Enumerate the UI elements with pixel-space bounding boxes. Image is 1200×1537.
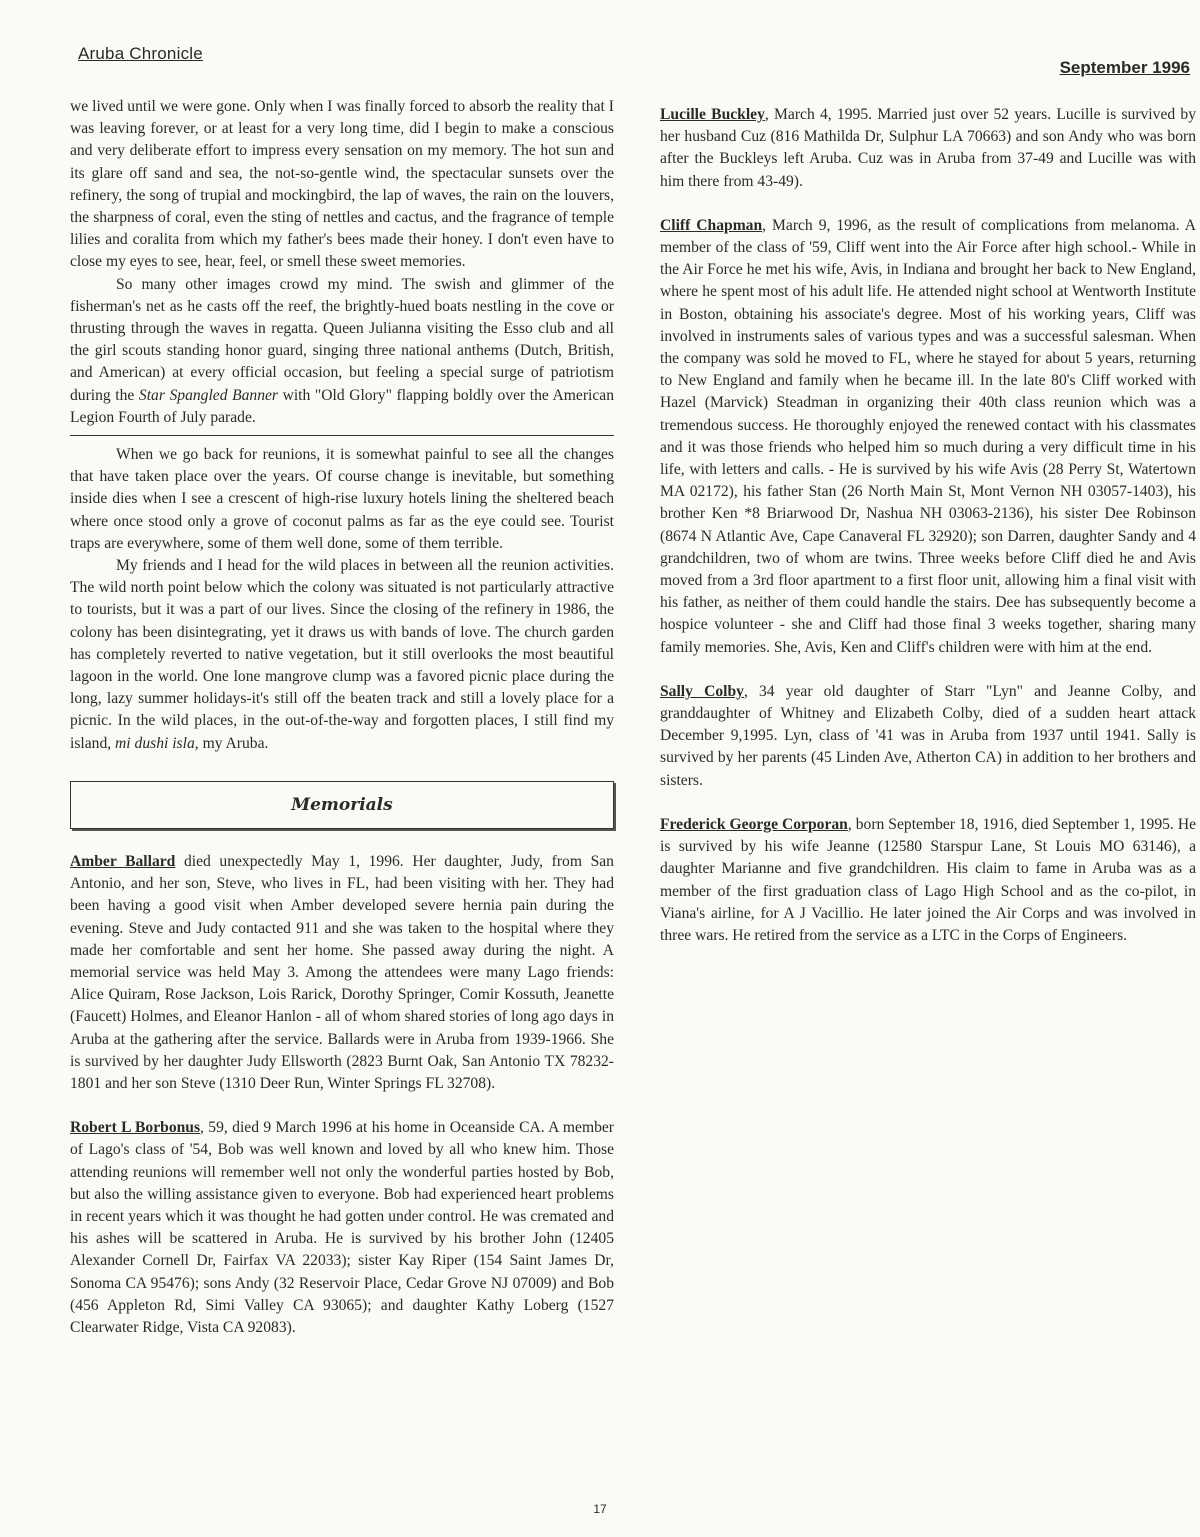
memorial-entry: Lucille Buckley, March 4, 1995. Married just over 52 years. Lucille is survived by her husband Cuz (816 Mathilda Dr, Sulphur LA 70663) and son Andy who was born after the Buckleys left Aruba. Cuz was in Aruba from 37-49 and Lucille was with him there from 43-49).	[660, 106, 1197, 190]
memorials-heading-box	[70, 781, 614, 829]
memorial-entry: Frederick George Corporan, born September 18, 1916, died September 1, 1995. He is survived by his wife Jeanne (12580 Starspur Lane, St Louis MO 63146), a daughter Marianne and five grandchildren. His claim to fame in Aruba was as a member of the first graduation class of Lago High School and as the co-pilot, in Viana's airline, for A J Vacillio. He later joined the Air Corps and was involved in three wars. He retired from the service as a LTC in the Corps of Engineers.	[660, 815, 1197, 944]
issue-date: September 1996	[1059, 58, 1190, 77]
article-paragraph: My friends and I head for the wild places in between all the reunion activities. The wild north point below which the colony was situated is not particularly attractive to tourists, but it was a part of our lives. Since the closing of the refinery in 1986, the colony has been disintegrating, yet it draws us with bands of love. The church garden has completely reverted to native vegetation, but it still overlooks the most beautiful lagoon in the world. One lone mangrove clump was a favored picnic place during the long, lazy summer holidays-it's still off the beaten track and still a lovely place for a picnic. In the wild places, in the out-of-the-way and forgotten places, I still find my island, mi dushi isla, my Aruba.	[70, 557, 614, 752]
memorial-entry: Amber Ballard died unexpectedly May 1, 1996. Her daughter, Judy, from San Antonio, and her son, Steve, who lives in FL, had been visiting with her. They had been having a good visit when Amber developed severe hernia pain during the evening. Steve and Judy contacted 911 and she was taken to the hospital where they made her comfortable and sent her home. She passed away during the night. A memorial service was held May 3. Among the attendees were many Lago friends: Alice Quiram, Rose Jackson, Lois Rarick, Dorothy Springer, Comir Kossuth, Jeanette (Faucett) Holmes, and Eleanor Hanlon - all of whom shared stories of long ago days in Aruba at the gathering after the service. Ballards were in Aruba from 1939-1966. She is survived by her daughter Judy Ellsworth (2823 Burnt Oak, San Antonio TX 78232-1801 and her son Steve (1310 Deer Run, Winter Springs FL 32708).	[70, 852, 614, 1092]
right-column	[660, 104, 1196, 969]
left-column	[70, 96, 614, 1361]
memorial-name: Lucille Buckley	[660, 106, 765, 123]
memorial-entry: Robert L Borbonus, 59, died 9 March 1996 at his home in Oceanside CA. A member of Lago's class of '54, Bob was well known and loved by all who knew him. Those attending reunions will remember well not only the wonderful parties hosted by Bob, but also the willing assistance given to everyone. Bob had experienced heart problems in recent years which it was thought he had gotten under control. He was cremated and his ashes will be scattered in Aruba. He is survived by his brother John (12405 Alexander Cornell Dr, Fairfax VA 22033); sister Kay Riper (154 Saint James Dr, Sonoma CA 95476); sons Andy (32 Reservoir Place, Cedar Grove NJ 07009) and Bob (456 Appleton Rd, Simi Valley CA 93065); and daughter Kathy Loberg (1527 Clearwater Ridge, Vista CA 92083).	[70, 1119, 614, 1336]
article-paragraph: So many other images crowd my mind. The swish and glimmer of the fisherman's net as he casts off the reef, the brightly-hued boats nestling in the cove or thrusting through the waves in regatta. Queen Julianna visiting the Esso club and all the girl scouts standing honor guard, singing three national anthems (Dutch, British, and American) at every official occasion, but feeling a special surge of patriotism during the Star Spangled Banner with "Old Glory" flapping boldly over the American Legion Fourth of July parade.	[70, 275, 615, 426]
memorial-name: Robert L Borbonus	[70, 1119, 201, 1137]
section-divider	[70, 435, 614, 436]
memorial-name: Amber Ballard	[70, 852, 176, 870]
memorial-name: Frederick George Corporan	[660, 815, 848, 833]
memorial-entry: Cliff Chapman, March 9, 1996, as the result of complications from melanoma. A member of the class of '59, Cliff went into the Air Force after high school.- While in the Air Force he met his wife, Avis, in Indiana and brought her back to New England, where he spent most of his adult life. He attended night school at Wentworth Institute in Boston, obtaining his associate's degree. Most of his working years, Cliff was involved in instruments sales of various types and was a successful salesman. When the company was sold he moved to FL, where he stayed for about 5 years, returning to New England and family when he became ill. In the late 80's Cliff worked with Hazel (Marvick) Steadman in organizing their 40th class reunion which was a tremendous success. He thoroughly enjoyed the renewed contact with his classmates and it was those friends who helped him so much during a very difficult time in his life, with letters and calls. - He is survived by his wife Avis (28 Perry St, Watertown MA 02172), his father Stan (26 North Main St, Mont Vernon NH 03057-1403), his brother Ken *8 Briarwood Dr, Nashua NH 03063-2136), his sister Dee Robinson (8674 N Atlantic Ave, Cape Canaveral FL 32920); son Darren, daughter Sandy and 4 grandchildren, two of whom are twins. Three weeks before Cliff died he and Avis moved from a 3rd floor apartment to a first floor unit, allowing him a final visit with his father, as neither of them could handle the stairs. Dee has subsequently become a hospice volunteer - she and Cliff had those final 3 weeks together, sharing many family memories. She, Avis, Ken and Cliff's children were with him at the end.	[660, 216, 1196, 656]
article-paragraph: When we go back for reunions, it is somewhat painful to see all the changes that have taken place over the years. Of course change is inevitable, but something inside dies when I see a crescent of high-rise luxury hotels lining the sheltered beach where once stood only a grove of coconut palms as far as the eye could see. Tourist traps are everywhere, some of them well done, some of them terrible.	[70, 446, 614, 552]
page-number: 17	[593, 1502, 607, 1516]
memorial-name: Cliff Chapman	[660, 216, 763, 234]
memorials-heading: Memorials	[291, 794, 393, 815]
publication-name: Aruba Chronicle	[78, 44, 203, 63]
article-paragraph: we lived until we were gone. Only when I was finally forced to absorb the reality that I was leaving forever, or at least for a very long time, did I begin to make a conscious and very deliberate effort to impress every sensation on my memory. The hot sun and its glare off sand and sea, the not-so-gentle wind, the spectacular sunsets over the refinery, the song of trupial and mockingbird, the lap of waves, the rain on the louvers, the sharpness of coral, even the sting of nettles and cactus, and the fragrance of temple lilies and coralita from which my father's bees made their honey. I don't even have to close my eyes to see, hear, feel, or smell these sweet memories.	[70, 98, 614, 271]
memorial-name: Sally Colby	[660, 682, 744, 700]
memorial-entry: Sally Colby, 34 year old daughter of Starr "Lyn" and Jeanne Colby, and granddaughter of Whitney and Elizabeth Colby, died of a sudden heart attack December 9,1995. Lyn, class of '41 was in Aruba from 1937 until 1941. Sally is survived by her parents (45 Linden Ave, Atherton CA) in addition to her brothers and sisters.	[660, 682, 1196, 789]
